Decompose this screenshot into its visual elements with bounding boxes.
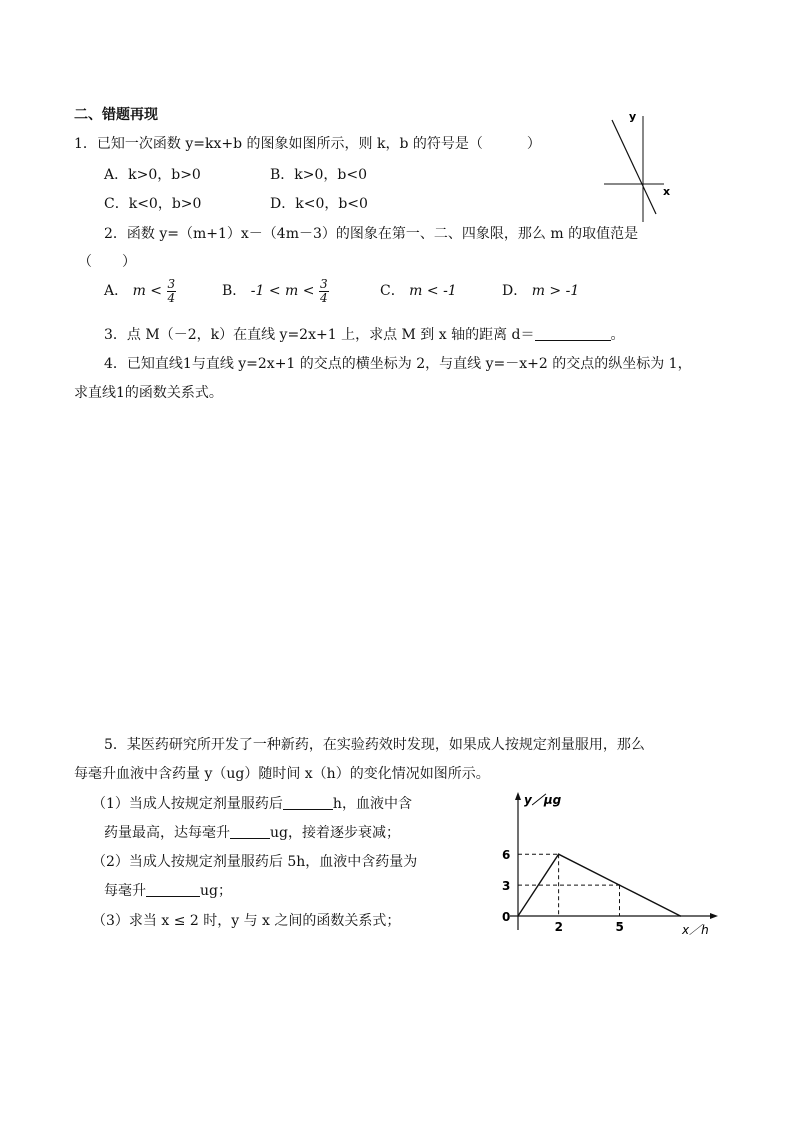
q5-part2c-text: ug； [200,883,232,899]
q2-option-a-expr: m < [132,283,163,299]
q2-option-b-label: B． [222,283,247,299]
q2-option-b-expr: -1 < m < [250,283,315,299]
chart-point-1 [558,853,560,855]
q2-option-a-label: A． [104,283,129,299]
q2-option-a [104,274,176,308]
chart-y-label: y／μg [524,793,562,807]
chart-origin-label: 0 [502,910,511,924]
q2-blank [78,253,136,271]
chart-point-0 [517,915,519,917]
q2-stem: 2．函数 y=（m+1）x－（4m－3）的图象在第一、二、四象限，那么 m 的取值范是 [104,226,639,242]
q2-option-c-label: C． [380,283,405,299]
q5-part2b-text: 每毫升 [104,883,146,899]
chart-x-tick-2: 2 [554,920,563,934]
section-title: 二、错题再现 [74,107,158,123]
q2-option-d [502,282,579,300]
q5-part1a [92,795,412,813]
q5-part1b [104,824,400,842]
q5-part2a: （2）当成人按规定剂量服药后 5h，血液中含药量为 [92,854,418,870]
chart-x-label: x／h [682,923,709,937]
q1-graph [596,106,686,226]
q3-stem [104,326,625,344]
q3-stem-text: 3．点 M（－2，k）在直线 y=2x+1 上，求点 M 到 x 轴的距离 d＝ [104,327,535,343]
fraction-three-quarters: $\frac{3}{4}$ [319,276,328,305]
q4-line2: 求直线1的函数关系式。 [74,385,223,401]
q4-line1: 4．已知直线1与直线 y=2x+1 的交点的横坐标为 2，与直线 y=－x+2 的交点的纵坐标为 1， [104,356,692,372]
q2-option-c [380,282,457,300]
q1-option-d: D．k<0，b<0 [270,196,368,212]
q5-5h-blank[interactable] [146,882,200,897]
chart-point-2 [619,884,621,886]
q5-chart [490,788,730,943]
q2-paren-close: ） [122,254,136,270]
q3-answer-blank[interactable] [535,326,611,341]
q3-stem-end: 。 [610,327,625,343]
q1-stem-text: 1．已知一次函数 y=kx+b 的图象如图所示，则 k，b 的符号是（ [74,136,483,152]
q5-max-blank[interactable] [230,824,270,839]
q2-paren-open: （ [78,254,92,270]
q5-part1b-text: h，血液中含 [332,796,412,812]
q1-graph-y-label: y [629,110,637,123]
q2-option-c-expr: m < -1 [409,283,457,299]
q1-graph-x-label: x [663,185,671,198]
q5-part1c-text: 药量最高，达每毫升 [104,825,230,841]
q1-option-a: A．k>0，b>0 [104,167,201,183]
q5-part2b [104,882,232,900]
q5-line1: 5．某医药研究所开发了一种新药，在实验药效时发现，如果成人按规定剂量服用，那么 [104,737,645,753]
q1-option-b: B．k>0，b<0 [270,167,368,183]
q2-option-d-expr: m > -1 [531,283,580,299]
q5-part1d-text: ug，接着逐步衰减； [270,825,400,841]
q5-part1a-text: （1）当成人按规定剂量服药后 [92,796,283,812]
q1-option-c: C．k<0，b>0 [104,196,202,212]
chart-y-tick-6: 6 [502,848,511,863]
fraction-three-quarters: $\frac{3}{4}$ [167,276,176,305]
q1-stem-end: ） [526,136,541,152]
chart-x-tick-5: 5 [615,920,624,934]
q5-line2: 每毫升血液中含药量 y（ug）随时间 x（h）的变化情况如图所示。 [74,766,490,782]
q1-stem [74,135,541,153]
chart-point-3 [680,915,682,917]
chart-y-tick-3: 3 [502,879,511,894]
q2-option-d-label: D． [502,283,528,299]
q2-option-b [222,274,329,308]
chart-y-axis-arrow [515,792,521,800]
q5-hours-blank[interactable] [283,795,333,810]
q5-part3: （3）求当 x ≤ 2 时，y 与 x 之间的函数关系式； [92,913,401,929]
chart-x-axis-arrow [710,913,718,919]
q1-graph-line [612,120,656,214]
